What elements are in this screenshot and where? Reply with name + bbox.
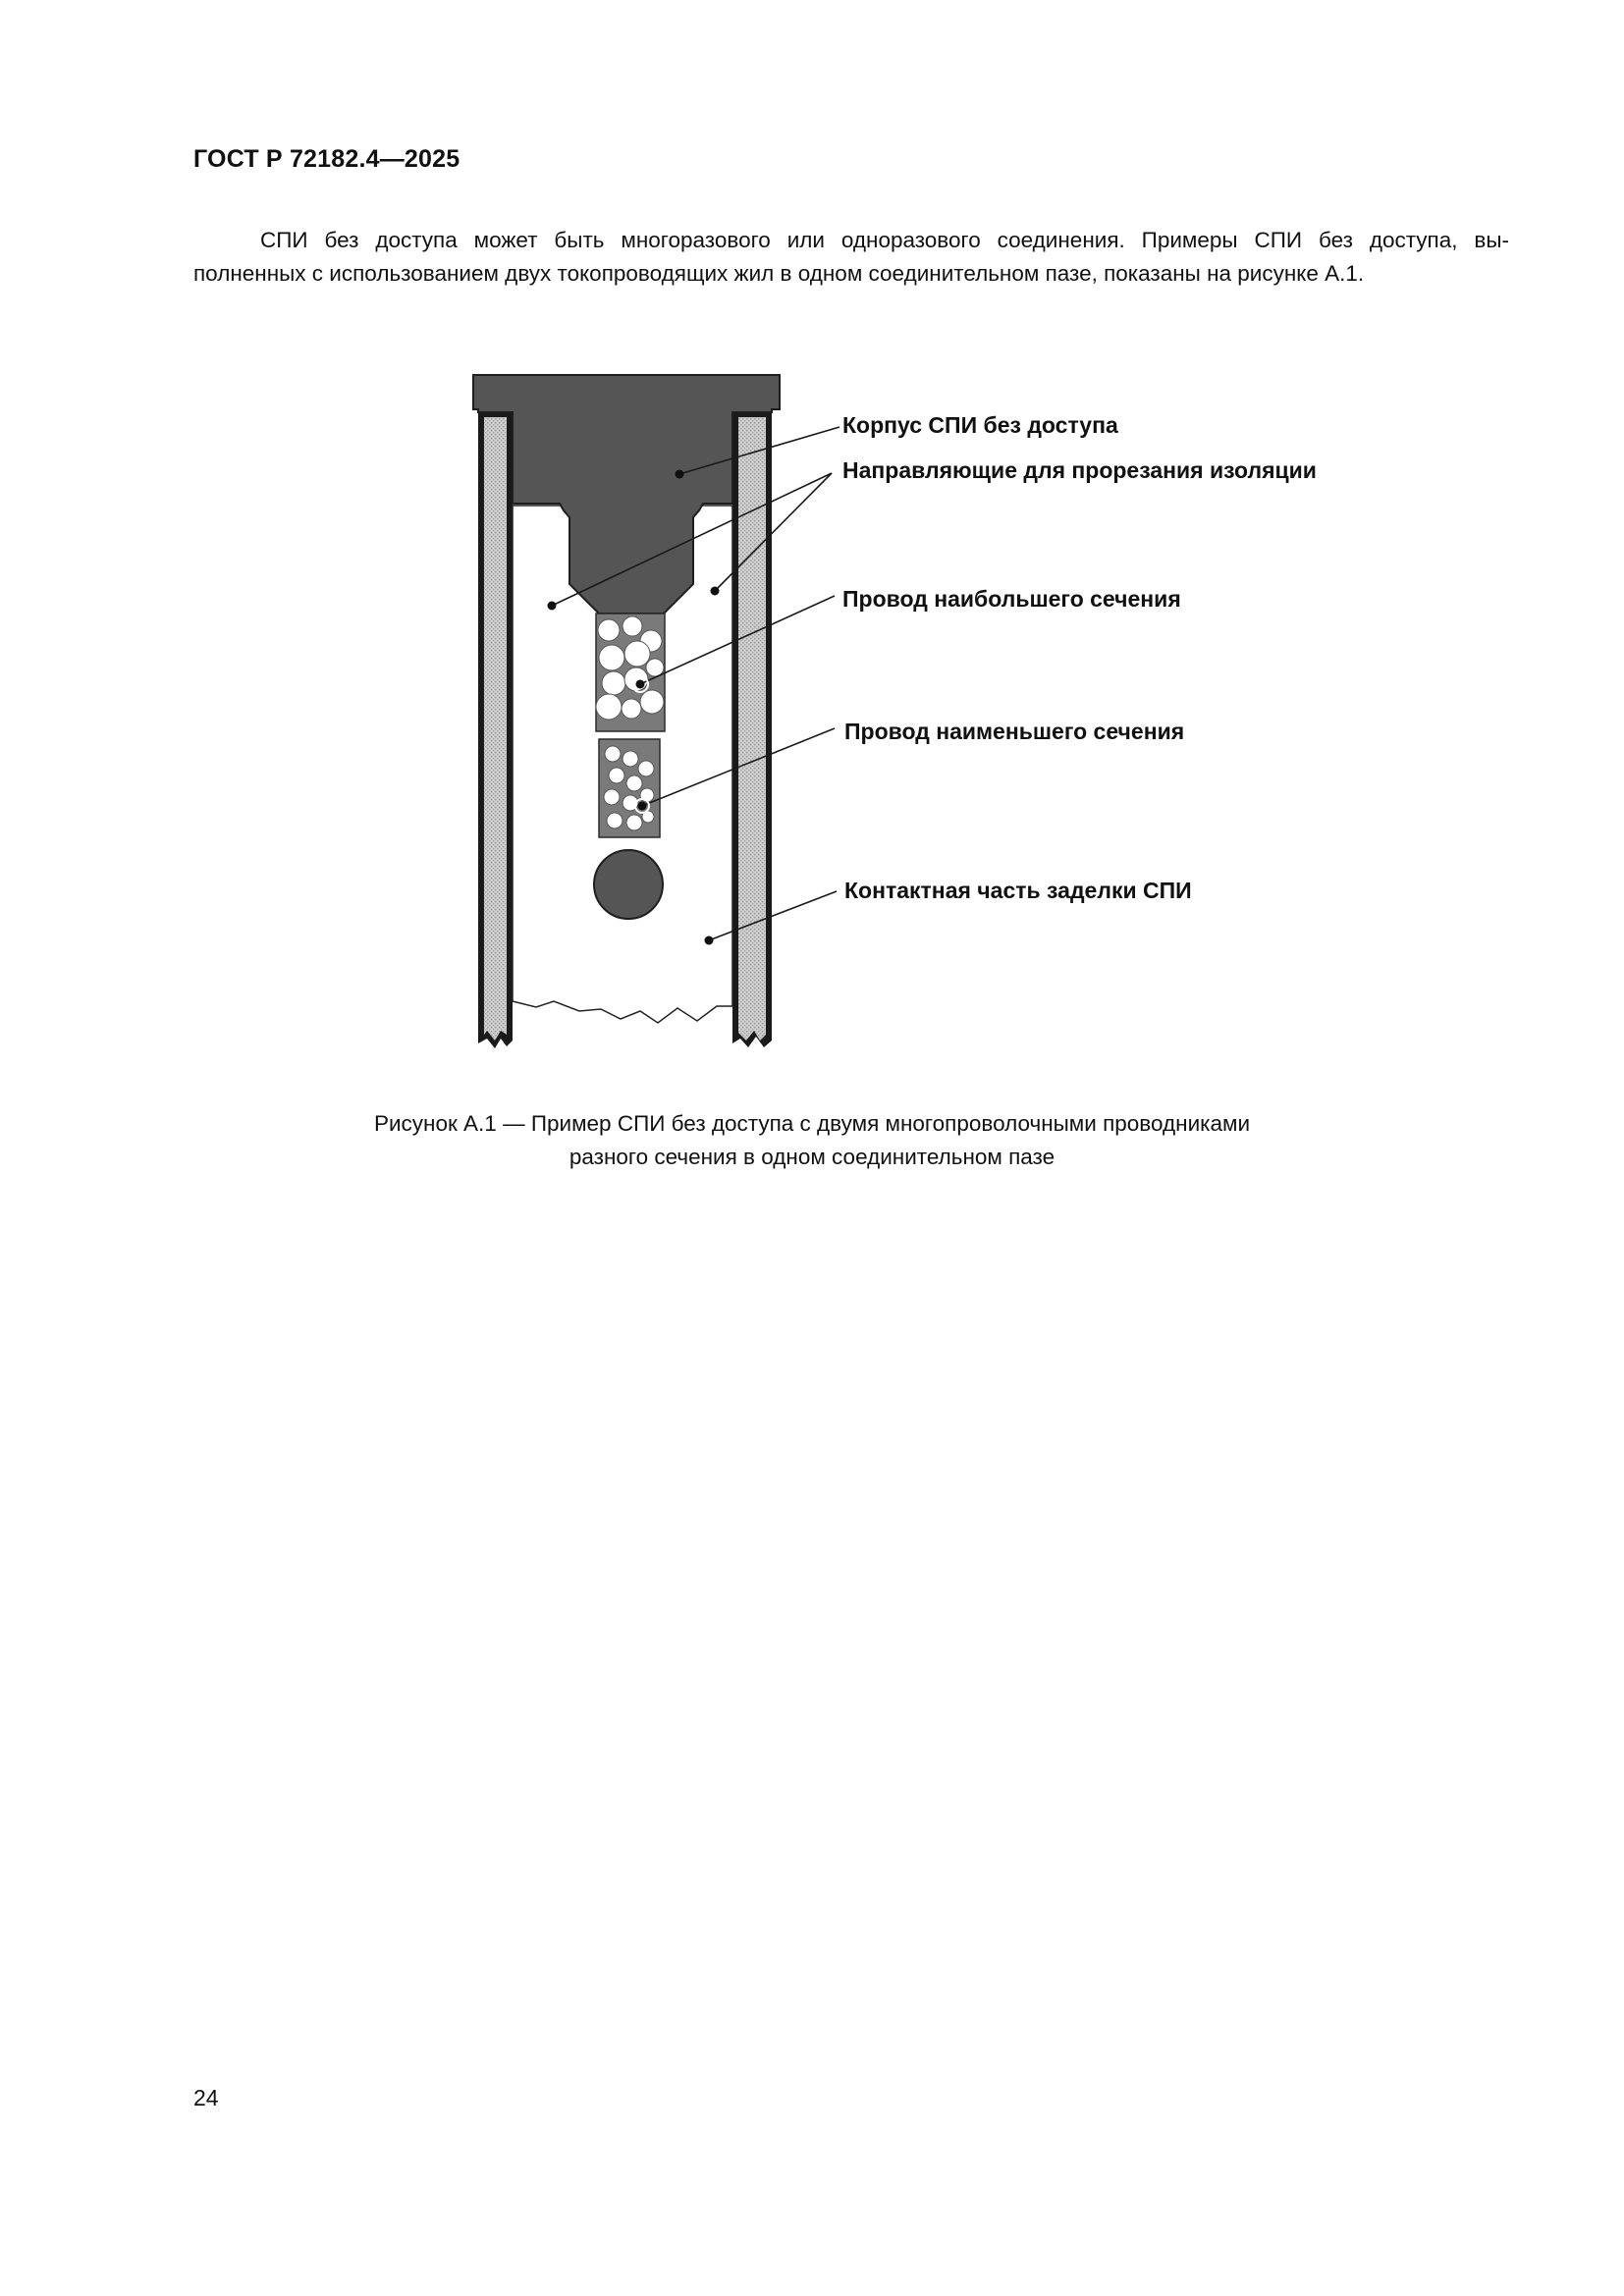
label-housing: Корпус СПИ без доступа <box>842 412 1118 438</box>
label-guides: Направляющие для прорезания изоляции <box>842 457 1317 483</box>
caption-line-2: разного сечения в одном соединительном пазе <box>568 1145 1056 1169</box>
figure-caption <box>295 1107 1329 1174</box>
figure-a1 <box>452 363 1335 1050</box>
body-paragraph <box>193 224 1509 291</box>
paragraph-line-2: полненных с использованием двух токопроводящих жил в одном соединительном пазе, показаны на рисунке А.1. <box>193 261 1365 286</box>
caption-line-1: Рисунок А.1 — Пример СПИ без доступа с двумя многопроволочными проводниками <box>373 1111 1251 1136</box>
paragraph-line-1: СПИ без доступа может быть многоразового или одноразового соединения. Примеры СПИ без доступа, вы- <box>260 228 1509 252</box>
right-slot-wall <box>732 412 772 1047</box>
label-largest-wire: Провод наибольшего сечения <box>842 586 1181 612</box>
largest-cross-section-wire <box>596 614 665 731</box>
figure-a1-diagram <box>452 363 1335 1050</box>
label-smallest-wire: Провод наименьшего сечения <box>844 719 1185 744</box>
page-number: 24 <box>193 2085 219 2110</box>
smallest-cross-section-wire <box>599 739 660 837</box>
left-slot-wall <box>478 412 513 1048</box>
document-header: ГОСТ Р 72182.4—2025 <box>193 145 460 173</box>
contact-tip <box>594 850 663 919</box>
label-contact-part: Контактная часть заделки СПИ <box>844 878 1192 903</box>
